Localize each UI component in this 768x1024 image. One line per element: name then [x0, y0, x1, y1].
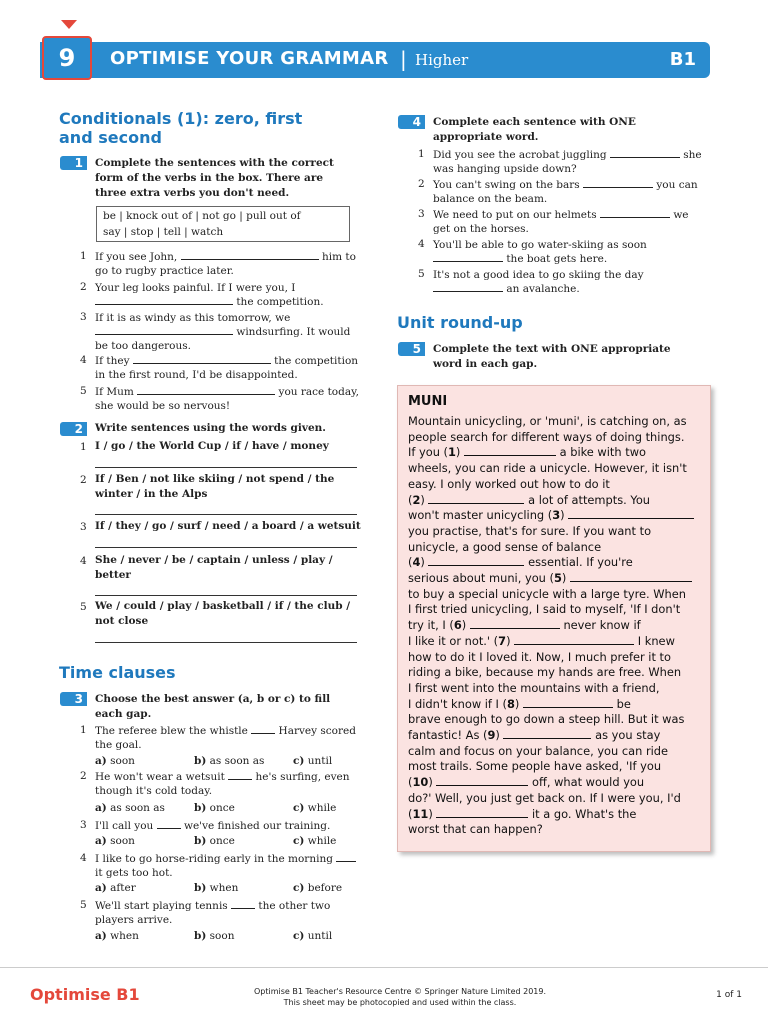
text-line: worst that can happen?: [408, 822, 543, 837]
section-heading-time-clauses: Time clauses: [59, 663, 176, 682]
option-a[interactable]: a) soon: [95, 755, 135, 767]
text-line: easy. I only worked out how to do it: [408, 476, 610, 491]
answer-line[interactable]: [95, 595, 357, 596]
text-line: brave enough to go down a steep hill. But it was: [408, 712, 685, 727]
answer-gap[interactable]: [433, 282, 503, 292]
answer-line[interactable]: [95, 547, 357, 548]
word-box: be | knock out of | not go | pull out of say | stop | tell | watch: [96, 206, 350, 242]
exercise-number: 1: [60, 156, 87, 170]
answer-gap[interactable]: [600, 208, 670, 218]
exercise-instruction: Complete the text with ONE appropriate word in each gap.: [433, 343, 671, 370]
item-number: 2: [80, 281, 87, 293]
list-item: I like to go horse-riding early in the morning it gets too hot.: [95, 852, 356, 880]
answer-gap[interactable]: [181, 250, 319, 260]
exercise-instruction: Complete the sentences with the correct form of the verbs in the box. There are three extra verbs you don't need.: [95, 157, 334, 199]
option-b[interactable]: b) as soon as: [194, 755, 265, 767]
answer-gap[interactable]: [251, 724, 275, 734]
option-b[interactable]: b) when: [194, 882, 239, 894]
page-number: 1 of 1: [716, 990, 742, 1000]
level-badge: B1: [669, 49, 696, 70]
text-line: unicycle, a good sense of balance: [408, 539, 602, 554]
text-line: try it, I (6) never know if: [408, 618, 641, 633]
answer-gap[interactable]: [95, 295, 233, 305]
item-number: 5: [80, 899, 87, 911]
item-number: 1: [80, 441, 87, 453]
footer-brand: Optimise B1: [30, 985, 140, 1004]
item-number: 5: [80, 385, 87, 397]
option-b[interactable]: b) once: [194, 802, 235, 814]
text-line: calm and focus on your balance, you can ride: [408, 743, 669, 758]
text-line: If you (1) a bike with two: [408, 445, 646, 460]
text-line: fantastic! As (9) as you stay: [408, 728, 661, 743]
section-heading-conditionals: Conditionals (1): zero, first and second: [59, 109, 303, 147]
list-item: It's not a good idea to go skiing the day an avalanche.: [433, 269, 644, 295]
option-a[interactable]: a) soon: [95, 835, 135, 847]
answer-gap[interactable]: [433, 252, 503, 262]
answer-gap[interactable]: [464, 445, 556, 456]
answer-gap[interactable]: [428, 555, 524, 566]
item-number: 1: [418, 148, 425, 160]
text-line: (2) a lot of attempts. You: [408, 492, 651, 507]
answer-gap[interactable]: [470, 618, 560, 629]
page-subtitle: Higher: [415, 51, 469, 69]
gap-number: 5: [553, 571, 562, 586]
answer-gap[interactable]: [231, 899, 255, 909]
answer-line[interactable]: [95, 514, 357, 515]
gap-number: 11: [412, 806, 429, 821]
answer-line[interactable]: [95, 642, 357, 643]
text-line: I like it or not.' (7) I knew: [408, 633, 675, 648]
answer-line[interactable]: [95, 467, 357, 468]
answer-gap[interactable]: [428, 493, 524, 504]
text-line: won't master unicycling (3): [408, 508, 703, 524]
exercise-instruction: Choose the best answer (a, b or c) to fill each gap.: [95, 693, 331, 720]
item-number: 3: [80, 311, 87, 323]
text-line: most trails. Some people have asked, 'If you: [408, 759, 662, 774]
page-title: OPTIMISE YOUR GRAMMAR: [110, 48, 389, 69]
list-item: The referee blew the whistle Harvey scored the goal.: [95, 725, 356, 751]
exercise-instruction: Complete each sentence with ONE appropriate word.: [433, 116, 636, 143]
list-item: We'll start playing tennis the other two players arrive.: [95, 900, 331, 926]
gap-number: 6: [453, 618, 462, 633]
option-a[interactable]: a) when: [95, 930, 139, 942]
option-c[interactable]: c) until: [293, 930, 333, 942]
text-line: I didn't know if I (8) be: [408, 696, 631, 711]
gap-number: 9: [487, 728, 496, 743]
text-line: (11) it a go. What's the: [408, 806, 637, 821]
text-line: (10) off, what would you: [408, 775, 645, 790]
gap-number: 7: [498, 633, 507, 648]
exercise-number: 3: [60, 692, 87, 706]
gap-number: 8: [506, 696, 515, 711]
item-number: 3: [80, 521, 87, 533]
gap-number: 4: [412, 555, 421, 570]
item-number: 2: [418, 178, 425, 190]
answer-gap[interactable]: [568, 508, 694, 519]
text-line: Mountain unicycling, or 'muni', is catching on, as: [408, 414, 687, 428]
list-item: If Mum you race today, she would be so nervous!: [95, 386, 359, 412]
option-c[interactable]: c) before: [293, 882, 343, 894]
text-line: how to do it I loved it. Now, I much prefer it to: [408, 649, 671, 664]
answer-gap[interactable]: [570, 571, 692, 582]
answer-gap[interactable]: [523, 697, 613, 708]
exercise-number: 5: [398, 342, 425, 356]
text-line: serious about muni, you (5): [408, 571, 703, 587]
footer-copyright: Optimise B1 Teacher's Resource Centre © Springer Nature Limited 2019. This sheet may be photocopied and used within the class.: [253, 987, 547, 1007]
answer-gap[interactable]: [503, 728, 591, 739]
text-line: wheels, you can ride a unicycle. However, it isn't: [408, 461, 687, 476]
list-item: We / could / play / basketball / if / the club / not close: [95, 600, 351, 627]
list-item: If / Ben / not like skiing / not spend / the winter / in the Alps: [95, 473, 335, 500]
text-line: (4) essential. If you're: [408, 555, 633, 570]
answer-gap[interactable]: [610, 148, 680, 158]
footer-divider: [0, 967, 768, 968]
answer-gap[interactable]: [514, 634, 634, 645]
list-item: Did you see the acrobat juggling she was hanging upside down?: [433, 149, 702, 175]
answer-gap[interactable]: [436, 775, 528, 786]
item-number: 5: [418, 268, 425, 280]
option-c[interactable]: c) while: [293, 835, 337, 847]
list-item: He won't wear a wetsuit he's surfing, even though it's cold today.: [95, 771, 350, 797]
title-separator: |: [400, 47, 407, 71]
item-number: 2: [80, 474, 87, 486]
item-number: 1: [80, 724, 87, 736]
text-line: people search for different ways of doing things.: [408, 429, 685, 444]
list-item: We need to put on our helmets we get on the horses.: [433, 209, 689, 235]
gap-number: 3: [552, 508, 561, 523]
gap-number: 2: [412, 492, 421, 507]
list-item: Your leg looks painful. If I were you, I the competition.: [95, 282, 324, 308]
answer-gap[interactable]: [133, 354, 271, 364]
answer-gap[interactable]: [336, 852, 356, 862]
section-heading-unit-roundup: Unit round-up: [397, 313, 523, 332]
option-a[interactable]: a) as soon as: [95, 802, 165, 814]
item-number: 3: [80, 819, 87, 831]
list-item: If / they / go / surf / need / a board / a wetsuit: [95, 520, 361, 532]
text-line: I first went into the mountains with a friend,: [408, 680, 660, 695]
list-item: I / go / the World Cup / if / have / money: [95, 440, 329, 452]
option-c[interactable]: c) while: [293, 802, 337, 814]
gap-number: 10: [412, 775, 429, 790]
item-number: 4: [80, 555, 87, 567]
list-item: You'll be able to go water-skiing as soon the boat gets here.: [433, 239, 647, 265]
option-c[interactable]: c) until: [293, 755, 333, 767]
exercise-instruction: Write sentences using the words given.: [95, 422, 326, 434]
option-b[interactable]: b) once: [194, 835, 235, 847]
unit-number: 9: [42, 36, 92, 80]
option-a[interactable]: a) after: [95, 882, 136, 894]
item-number: 1: [80, 250, 87, 262]
list-item: If you see John, him to go to rugby practice later.: [95, 251, 356, 277]
text-line: do?' Well, you just get back on. If I were you, I'd: [408, 790, 681, 805]
option-b[interactable]: b) soon: [194, 930, 235, 942]
answer-gap[interactable]: [583, 178, 653, 188]
item-number: 4: [80, 852, 87, 864]
text-line: to buy a special unicycle with a large tyre. When: [408, 586, 686, 601]
answer-gap[interactable]: [228, 770, 252, 780]
unit-marker-triangle-icon: [61, 20, 77, 29]
item-number: 5: [80, 601, 87, 613]
item-number: 2: [80, 770, 87, 782]
answer-gap[interactable]: [157, 819, 181, 829]
text-line: you practise, that's for sure. If you want to: [408, 523, 652, 538]
reading-text-title: MUNI: [408, 394, 448, 409]
list-item: If it is as windy as this tomorrow, we windsurfing. It would be too dangerous.: [95, 312, 351, 352]
text-line: riding a bike, because my hands are free. When: [408, 665, 682, 680]
item-number: 4: [80, 354, 87, 366]
answer-gap[interactable]: [95, 325, 233, 335]
answer-gap[interactable]: [436, 807, 528, 818]
list-item: She / never / be / captain / unless / play / better: [95, 554, 333, 581]
text-line: I first tried unicycling, I said to myself, 'If I don't: [408, 602, 681, 617]
item-number: 3: [418, 208, 425, 220]
list-item: You can't swing on the bars you can balance on the beam.: [433, 179, 698, 205]
exercise-number: 4: [398, 115, 425, 129]
gap-number: 1: [447, 445, 456, 460]
list-item: I'll call you we've finished our training.: [95, 820, 331, 832]
item-number: 4: [418, 238, 425, 250]
answer-gap[interactable]: [137, 385, 275, 395]
exercise-number: 2: [60, 422, 87, 436]
list-item: If they the competition in the first round, I'd be disappointed.: [95, 355, 359, 381]
reading-text-body: [408, 414, 703, 838]
